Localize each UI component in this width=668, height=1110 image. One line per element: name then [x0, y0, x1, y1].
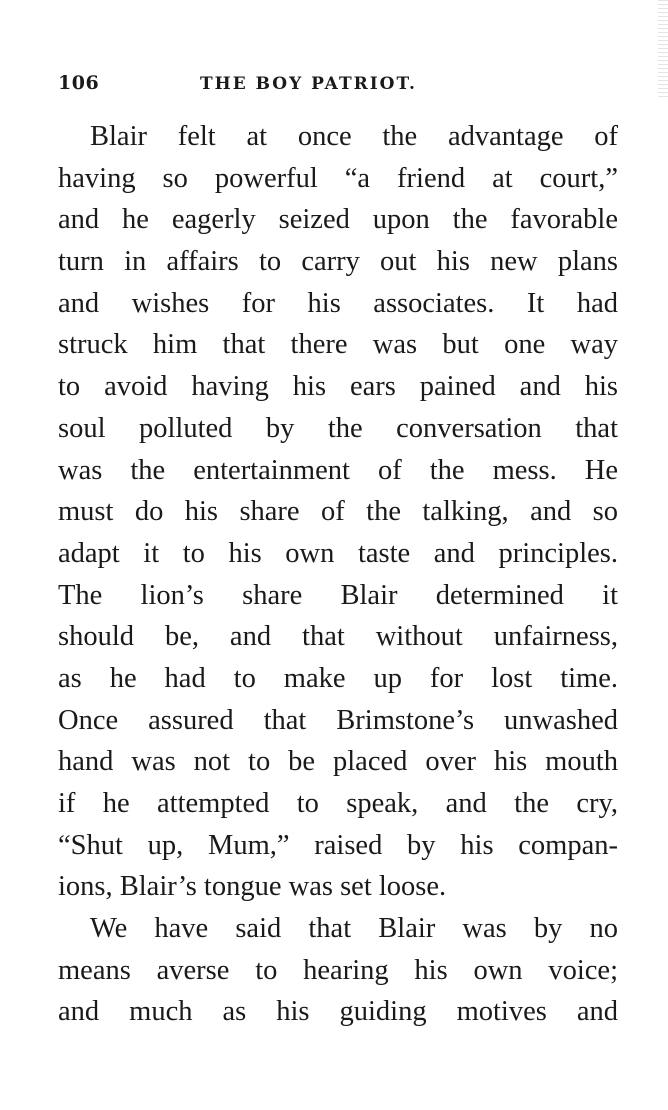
text-line: if he attempted to speak, and the cry,	[58, 788, 618, 819]
text-line: means averse to hearing his own voice;	[58, 954, 618, 986]
text-line: as he had to make up for lost time.	[58, 662, 618, 694]
text-line: We have said that Blair was by no	[90, 913, 618, 945]
text-line: Once assured that Brimstone’s unwashed	[58, 704, 618, 736]
text-line: and much as his guiding motives and	[58, 996, 618, 1028]
page-number: 106	[58, 72, 100, 94]
text-line: to avoid having his ears pained and his	[58, 371, 618, 403]
text-line: should be, and that without unfairness,	[58, 621, 618, 653]
text-line: turn in affairs to carry out his new plans	[58, 246, 618, 278]
text-line: ions, Blair’s tongue was set loose.	[58, 871, 447, 903]
text-line: must do his share of the talking, and so	[58, 496, 618, 528]
text-line: having so powerful “a friend at court,”	[58, 162, 618, 194]
text-line: “Shut up, Mum,” raised by his compan-	[58, 829, 618, 861]
body-text	[58, 116, 618, 1033]
text-line: soul polluted by the conversation that	[58, 412, 618, 444]
text-line: adapt it to his own taste and principles.	[58, 537, 618, 569]
running-title: THE BOY PATRIOT.	[200, 74, 417, 94]
text-line: and he eagerly seized upon the favorable	[58, 204, 618, 236]
text-line: The lion’s share Blair determined it	[58, 579, 618, 611]
text-line: Blair felt at once the advantage of	[90, 121, 618, 152]
text-line: struck him that there was but one way	[58, 329, 618, 361]
text-line: and wishes for his associates. It had	[58, 287, 618, 319]
text-line: was the entertainment of the mess. He	[58, 454, 618, 486]
page-edge-marks	[658, 0, 668, 100]
text-line: hand was not to be placed over his mouth	[58, 746, 618, 778]
page-header	[58, 72, 618, 102]
